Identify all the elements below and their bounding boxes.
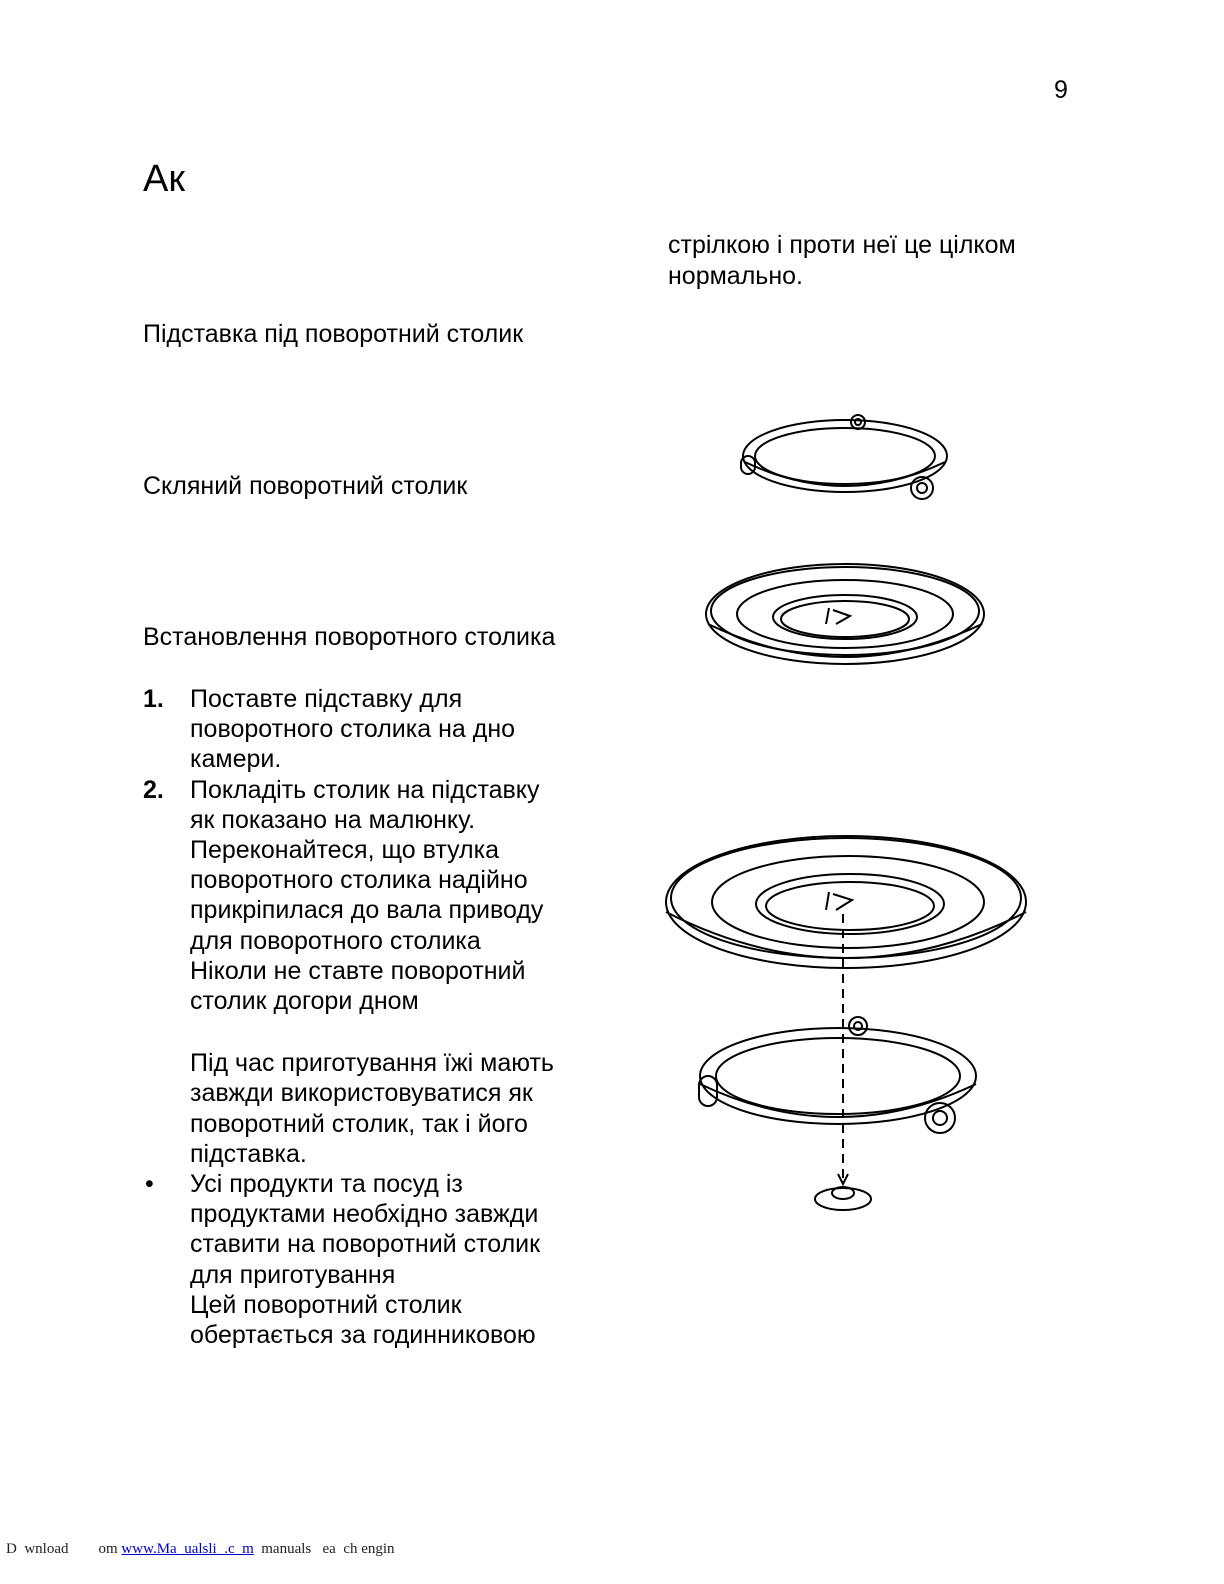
page-number: 9: [1054, 76, 1068, 104]
step-line: прикріпилася до вала приводу: [190, 896, 544, 925]
download-footer: [6, 1541, 395, 1558]
roller-support-label: Підставка під поворотний столик: [143, 320, 524, 348]
note-line: Під час приготування їжі мають: [190, 1049, 554, 1078]
continued-text-line: нормально.: [668, 262, 803, 290]
step-line: як показано на малюнку.: [190, 805, 476, 834]
step-number: 1.: [143, 685, 164, 713]
bullet-line: Усі продукти та посуд із: [190, 1170, 463, 1199]
note-line: підставка.: [190, 1139, 307, 1168]
bullet-line: обертається за годинниковою: [190, 1321, 536, 1350]
step-line: поворотного столика на дно: [190, 715, 516, 744]
footer-suffix: manuals ea ch engin: [253, 1541, 395, 1557]
installation-heading: Встановлення поворотного столика: [143, 623, 556, 651]
step-line: Поставте підставку для: [190, 685, 463, 713]
footer-link[interactable]: www.Ma ualsli .c m: [121, 1541, 254, 1557]
bullet-line: ставити на поворотний столик: [190, 1230, 541, 1259]
bullet-icon: •: [145, 1170, 154, 1199]
step-line: поворотного столика надійно: [190, 866, 528, 895]
step-line: камери.: [190, 745, 282, 774]
glass-tray-label: Скляний поворотний столик: [143, 472, 468, 500]
step-line: столик догори дном: [190, 987, 419, 1016]
bullet-line: Цей поворотний столик: [190, 1290, 462, 1319]
note-line: завжди використовуватися як: [190, 1079, 533, 1108]
continued-text-line: стрілкою і проти неї це цілком: [668, 231, 1016, 259]
step-line: Ніколи не ставте поворотний: [190, 956, 526, 985]
note-line: поворотний столик, так і його: [190, 1109, 528, 1138]
bullet-line: продуктами необхідно завжди: [190, 1200, 539, 1229]
step-line: Покладіть столик на підставку: [190, 775, 540, 804]
step-number: 2.: [143, 775, 164, 804]
footer-prefix: D wnload om: [6, 1541, 122, 1557]
bullet-line: для приготування: [190, 1260, 396, 1289]
step-line: Переконайтеся, що втулка: [190, 836, 500, 865]
step-line: для поворотного столика: [190, 926, 481, 955]
section-title: Ак: [143, 158, 185, 200]
